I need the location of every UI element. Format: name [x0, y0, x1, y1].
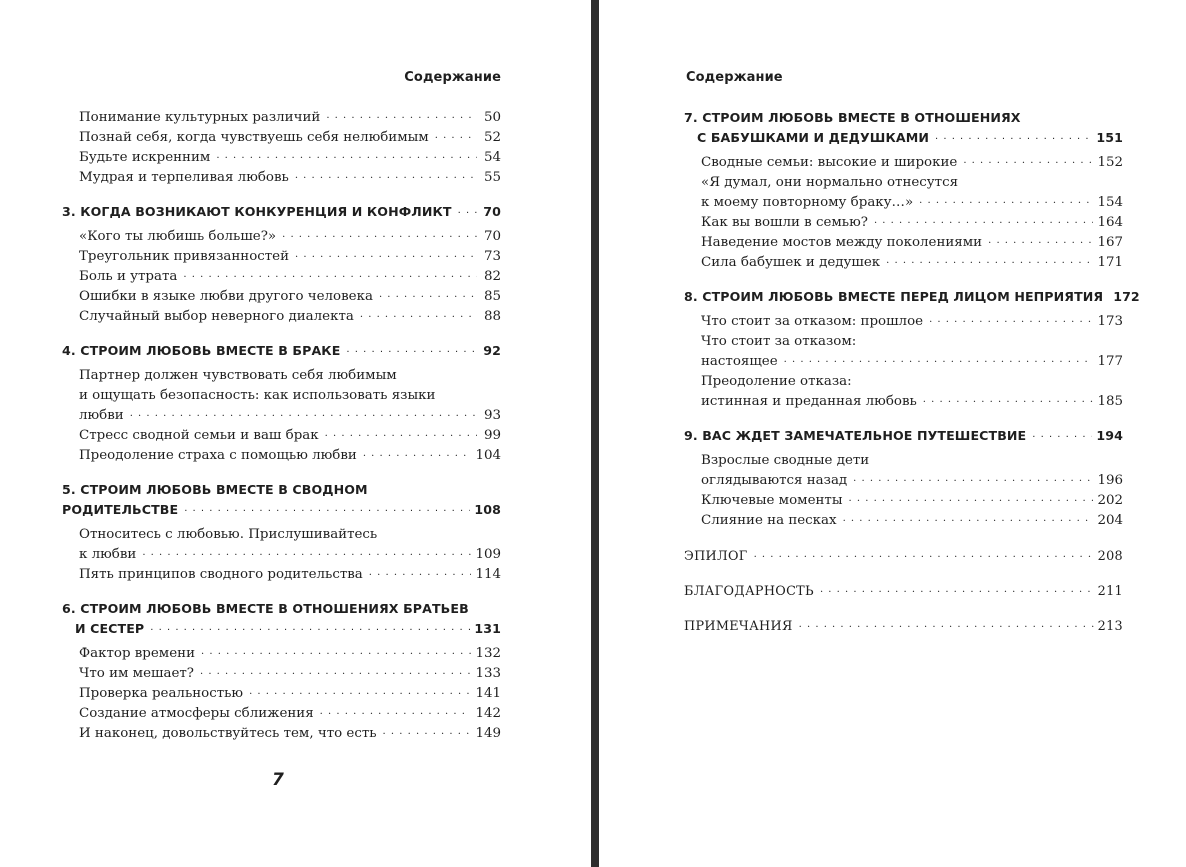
right-page: [599, 0, 1186, 867]
table-of-contents: [684, 105, 1140, 634]
toc-entry[interactable]: [62, 641, 501, 661]
toc-entry[interactable]: [62, 363, 501, 423]
toc-entry-title: Что стоит за отказом: прошлое: [701, 314, 924, 329]
dot-leader: [282, 226, 477, 241]
dot-leader: [200, 663, 471, 678]
dot-leader: [1032, 425, 1092, 440]
toc-entry-title: настоящее: [701, 354, 778, 369]
toc-page-number: 108: [474, 502, 501, 517]
toc-page-number: 164: [1097, 215, 1123, 230]
toc-entry-title: ЭПИЛОГ: [684, 549, 748, 564]
chapter-5-heading[interactable]: [62, 477, 501, 517]
epilogue-entry[interactable]: [684, 544, 1123, 564]
toc-entry[interactable]: [684, 508, 1123, 528]
toc-entry-title: Преодоление страха с помощью любви: [79, 448, 357, 463]
toc-entry[interactable]: [62, 423, 501, 443]
dot-leader: [201, 643, 471, 658]
toc-entry-title: Треугольник привязанностей: [79, 249, 290, 264]
toc-entry-title: Партнер должен чувствовать себя любимым: [79, 368, 397, 383]
toc-entry[interactable]: [684, 170, 1123, 210]
toc-entry[interactable]: [62, 522, 501, 562]
toc-entry-title: Будьте искренним: [79, 150, 211, 165]
toc-page-number: 104: [475, 448, 501, 463]
toc-entry[interactable]: [684, 150, 1123, 170]
toc-entry[interactable]: [62, 562, 501, 582]
dot-leader: [754, 546, 1094, 561]
toc-entry-title: Боль и утрата: [79, 269, 178, 284]
dot-leader: [435, 127, 477, 142]
toc-entry[interactable]: [62, 304, 501, 324]
dot-leader: [935, 127, 1092, 142]
toc-entry[interactable]: [62, 681, 501, 701]
toc-entry[interactable]: [62, 701, 501, 721]
toc-page-number: 73: [483, 249, 501, 264]
toc-page-number: 52: [483, 130, 501, 145]
toc-page-number: 194: [1096, 428, 1123, 443]
toc-entry[interactable]: [62, 125, 501, 145]
toc-entry-title: Мудрая и терпеливая любовь: [79, 170, 289, 185]
toc-entry-title: Стресс сводной семьи и ваш брак: [79, 428, 319, 443]
dot-leader: [886, 252, 1093, 267]
dot-leader: [216, 147, 477, 162]
toc-entry[interactable]: [62, 721, 501, 741]
chapter-title: 7. СТРОИМ ЛЮБОВЬ ВМЕСТЕ В ОТНОШЕНИЯХ: [684, 110, 1021, 125]
toc-entry-title: истинная и преданная любовь: [701, 394, 917, 409]
toc-page-number: 82: [483, 269, 501, 284]
chapter-title: С БАБУШКАМИ И ДЕДУШКАМИ: [697, 130, 929, 145]
dot-leader: [458, 201, 477, 216]
toc-entry-title: Преодоление отказа:: [701, 374, 852, 389]
running-head: Содержание: [404, 70, 501, 85]
toc-page-number: 171: [1097, 255, 1123, 270]
chapter-6-heading[interactable]: [62, 596, 501, 636]
section-group: [62, 105, 501, 185]
chapter-title: 8. СТРОИМ ЛЮБОВЬ ВМЕСТЕ ПЕРЕД ЛИЦОМ НЕПРИЯТИЯ: [684, 289, 1104, 304]
toc-entry-title: БЛАГОДАРНОСТЬ: [684, 584, 814, 599]
dot-leader: [963, 152, 1093, 167]
dot-leader: [369, 564, 472, 579]
dot-leader: [843, 510, 1094, 525]
dot-leader: [919, 192, 1093, 207]
toc-page-number: 88: [483, 309, 501, 324]
toc-page-number: 55: [483, 170, 501, 185]
toc-page-number: 211: [1097, 584, 1123, 599]
toc-entry-title: Проверка реальностью: [79, 686, 244, 701]
chapter-title: 9. ВАС ЖДЕТ ЗАМЕЧАТЕЛЬНОЕ ПУТЕШЕСТВИЕ: [684, 428, 1027, 443]
dot-leader: [130, 405, 477, 420]
toc-entry-title: Что им мешает?: [79, 666, 194, 681]
toc-entry[interactable]: [684, 210, 1123, 230]
toc-page-number: 99: [483, 428, 501, 443]
section-group: [62, 224, 501, 324]
chapter-title: РОДИТЕЛЬСТВЕ: [62, 502, 179, 517]
toc-entry-title: Случайный выбор неверного диалекта: [79, 309, 354, 324]
toc-page-number: 152: [1097, 155, 1123, 170]
toc-entry[interactable]: [62, 244, 501, 264]
notes-entry[interactable]: [684, 614, 1123, 634]
book-spine: [591, 0, 599, 867]
dot-leader: [988, 232, 1093, 247]
toc-page-number: 167: [1097, 235, 1123, 250]
toc-entry[interactable]: [684, 309, 1123, 329]
toc-entry-title: И наконец, довольствуйтесь тем, что есть: [79, 726, 377, 741]
toc-entry[interactable]: [684, 329, 1123, 369]
dot-leader: [853, 470, 1093, 485]
toc-page-number: 204: [1097, 513, 1123, 528]
chapter-title: И СЕСТЕР: [75, 621, 145, 636]
chapter-9-heading[interactable]: [684, 423, 1123, 443]
dot-leader: [320, 703, 472, 718]
toc-page-number: 172: [1113, 289, 1140, 304]
toc-page-number: 70: [483, 204, 501, 219]
dot-leader: [360, 306, 477, 321]
dot-leader: [820, 581, 1094, 596]
toc-page-number: 151: [1096, 130, 1123, 145]
toc-entry-title: Взрослые сводные дети: [701, 453, 870, 468]
toc-entry-title: «Кого ты любишь больше?»: [79, 229, 277, 244]
toc-entry[interactable]: [62, 443, 501, 463]
toc-page-number: 185: [1097, 394, 1123, 409]
toc-entry[interactable]: [62, 165, 501, 185]
toc-entry-title: Наведение мостов между поколениями: [701, 235, 983, 250]
chapter-title: 5. СТРОИМ ЛЮБОВЬ ВМЕСТЕ В СВОДНОМ: [62, 482, 368, 497]
toc-entry-title: Ключевые моменты: [701, 493, 843, 508]
toc-entry-title: Слияние на песках: [701, 513, 837, 528]
dot-leader: [142, 544, 471, 559]
chapter-8-heading[interactable]: [684, 284, 1140, 304]
section-group: [62, 522, 501, 582]
toc-page-number: 131: [474, 621, 501, 636]
toc-page-number: 85: [483, 289, 501, 304]
toc-entry-title: Сводные семьи: высокие и широкие: [701, 155, 958, 170]
toc-page-number: 142: [475, 706, 501, 721]
toc-entry-title: Ошибки в языке любви другого человека: [79, 289, 373, 304]
chapter-7-heading[interactable]: [684, 105, 1123, 145]
toc-page-number: 213: [1097, 619, 1123, 634]
toc-entry[interactable]: [684, 250, 1123, 270]
dot-leader: [929, 311, 1093, 326]
dot-leader: [249, 683, 471, 698]
toc-entry-title: и ощущать безопасность: как использовать языки: [79, 388, 436, 403]
dot-leader: [363, 445, 472, 460]
table-of-contents: [62, 105, 501, 741]
dot-leader: [784, 351, 1094, 366]
toc-page-number: 50: [483, 110, 501, 125]
toc-page-number: 132: [475, 646, 501, 661]
page-number: 7: [272, 770, 284, 790]
toc-entry-title: «Я думал, они нормально отнесутся: [701, 175, 959, 190]
chapter-title: 6. СТРОИМ ЛЮБОВЬ ВМЕСТЕ В ОТНОШЕНИЯХ БРАТЬЕВ: [62, 601, 469, 616]
chapter-4-heading[interactable]: [62, 338, 501, 358]
toc-entry-title: Фактор времени: [79, 646, 195, 661]
dot-leader: [183, 266, 477, 281]
section-group: [62, 363, 501, 463]
toc-entry[interactable]: [684, 230, 1123, 250]
dot-leader: [325, 425, 477, 440]
toc-page-number: 93: [483, 408, 501, 423]
toc-page-number: 202: [1097, 493, 1123, 508]
toc-page-number: 173: [1097, 314, 1123, 329]
dot-leader: [379, 286, 477, 301]
toc-entry[interactable]: [62, 661, 501, 681]
toc-entry-title: Пять принципов сводного родительства: [79, 567, 363, 582]
toc-page-number: 109: [475, 547, 501, 562]
dot-leader: [874, 212, 1094, 227]
toc-page-number: 133: [475, 666, 501, 681]
dot-leader: [849, 490, 1094, 505]
toc-page-number: 196: [1097, 473, 1123, 488]
toc-entry[interactable]: [684, 369, 1123, 409]
dot-leader: [295, 246, 477, 261]
toc-page-number: 177: [1097, 354, 1123, 369]
chapter-title: 3. КОГДА ВОЗНИКАЮТ КОНКУРЕНЦИЯ И КОНФЛИКТ: [62, 204, 452, 219]
toc-entry-title: ПРИМЕЧАНИЯ: [684, 619, 793, 634]
dot-leader: [184, 499, 470, 514]
toc-page-number: 114: [475, 567, 501, 582]
toc-entry[interactable]: [62, 284, 501, 304]
toc-entry[interactable]: [62, 105, 501, 125]
chapter-3-heading[interactable]: [62, 199, 501, 219]
toc-entry-title: Познай себя, когда чувствуешь себя нелюбимым: [79, 130, 429, 145]
dot-leader: [383, 723, 472, 738]
toc-page-number: 54: [483, 150, 501, 165]
toc-entry[interactable]: [62, 224, 501, 244]
dot-leader: [326, 107, 477, 122]
toc-page-number: 149: [475, 726, 501, 741]
toc-entry-title: Относитесь с любовью. Прислушивайтесь: [79, 527, 378, 542]
dot-leader: [799, 616, 1094, 631]
dot-leader: [346, 340, 477, 355]
toc-entry-title: к моему повторному браку…»: [701, 195, 914, 210]
toc-page-number: 92: [483, 343, 501, 358]
toc-entry-title: Понимание культурных различий: [79, 110, 321, 125]
acknowledgements-entry[interactable]: [684, 579, 1123, 599]
toc-entry[interactable]: [62, 145, 501, 165]
toc-entry-title: Что стоит за отказом:: [701, 334, 857, 349]
toc-page-number: 154: [1097, 195, 1123, 210]
toc-entry[interactable]: [684, 448, 1123, 488]
section-group: [684, 309, 1123, 409]
chapter-title: 4. СТРОИМ ЛЮБОВЬ ВМЕСТЕ В БРАКЕ: [62, 343, 341, 358]
dot-leader: [150, 618, 470, 633]
toc-entry[interactable]: [62, 264, 501, 284]
section-group: [62, 641, 501, 741]
toc-entry[interactable]: [684, 488, 1123, 508]
toc-entry-title: Как вы вошли в семью?: [701, 215, 868, 230]
section-group: [684, 448, 1123, 528]
section-group: [684, 150, 1123, 270]
toc-entry-title: оглядываются назад: [701, 473, 848, 488]
toc-entry-title: Сила бабушек и дедушек: [701, 255, 881, 270]
toc-page-number: 141: [475, 686, 501, 701]
toc-page-number: 70: [483, 229, 501, 244]
toc-entry-title: любви: [79, 408, 124, 423]
dot-leader: [295, 167, 477, 182]
left-page: [0, 0, 591, 867]
toc-entry-title: к любви: [79, 547, 137, 562]
running-head: Содержание: [686, 70, 783, 85]
dot-leader: [923, 391, 1094, 406]
toc-entry-title: Создание атмосферы сближения: [79, 706, 314, 721]
toc-page-number: 208: [1097, 549, 1123, 564]
